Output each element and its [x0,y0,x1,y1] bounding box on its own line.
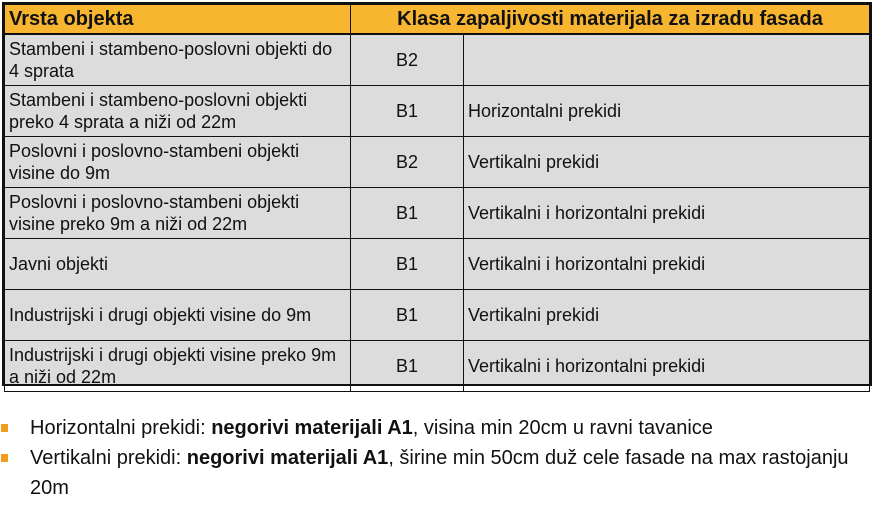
cell-class: B1 [351,188,464,239]
cell-note [464,34,870,86]
cell-object-type: Poslovni i poslovno-stambeni objekti visine preko 9m a niži od 22m [5,188,351,239]
cell-object-type: Poslovni i poslovno-stambeni objekti visine do 9m [5,137,351,188]
header-object-type: Vrsta objekta [5,5,351,35]
header-flammability-class: Klasa zapaljivosti materijala za izradu fasada [351,5,870,35]
table-row [5,34,870,86]
cell-class: B1 [351,341,464,392]
note-suffix: , širine min 50cm duž cele fasade na max rastojanju 20m [30,447,849,499]
fire-class-table [2,2,872,386]
note-prefix: Vertikalni prekidi: [30,447,187,469]
table-header-row [5,5,870,35]
cell-class: B1 [351,239,464,290]
cell-class: B2 [351,137,464,188]
note-suffix: , visina min 20cm u ravni tavanice [412,417,713,439]
note-bold: negorivi materijali A1 [186,447,389,469]
cell-object-type: Industrijski i drugi objekti visine do 9m [5,290,351,341]
cell-note: Vertikalni prekidi [464,290,870,341]
cell-class: B1 [351,86,464,137]
note-bold: negorivi materijali A1 [211,417,413,439]
note-vertical-breaks [0,443,860,503]
table-row [5,188,870,239]
cell-class: B2 [351,34,464,86]
cell-object-type: Stambeni i stambeno-poslovni objekti preko 4 sprata a niži od 22m [5,86,351,137]
square-bullet-icon [1,454,8,462]
square-bullet-icon [1,424,8,432]
cell-object-type: Industrijski i drugi objekti visine preko 9m a niži od 22m [5,341,351,392]
table-row [5,239,870,290]
cell-note: Vertikalni i horizontalni prekidi [464,188,870,239]
cell-note: Vertikalni prekidi [464,137,870,188]
table-row [5,86,870,137]
cell-note: Vertikalni i horizontalni prekidi [464,341,870,392]
notes-list [0,413,860,503]
cell-note: Vertikalni i horizontalni prekidi [464,239,870,290]
table-row [5,290,870,341]
cell-object-type: Javni objekti [5,239,351,290]
cell-class: B1 [351,290,464,341]
cell-note: Horizontalni prekidi [464,86,870,137]
note-prefix: Horizontalni prekidi: [30,417,212,439]
note-horizontal-breaks [0,413,860,443]
table [4,4,870,392]
table-row [5,137,870,188]
table-row [5,341,870,392]
cell-object-type: Stambeni i stambeno-poslovni objekti do 4 sprata [5,34,351,86]
